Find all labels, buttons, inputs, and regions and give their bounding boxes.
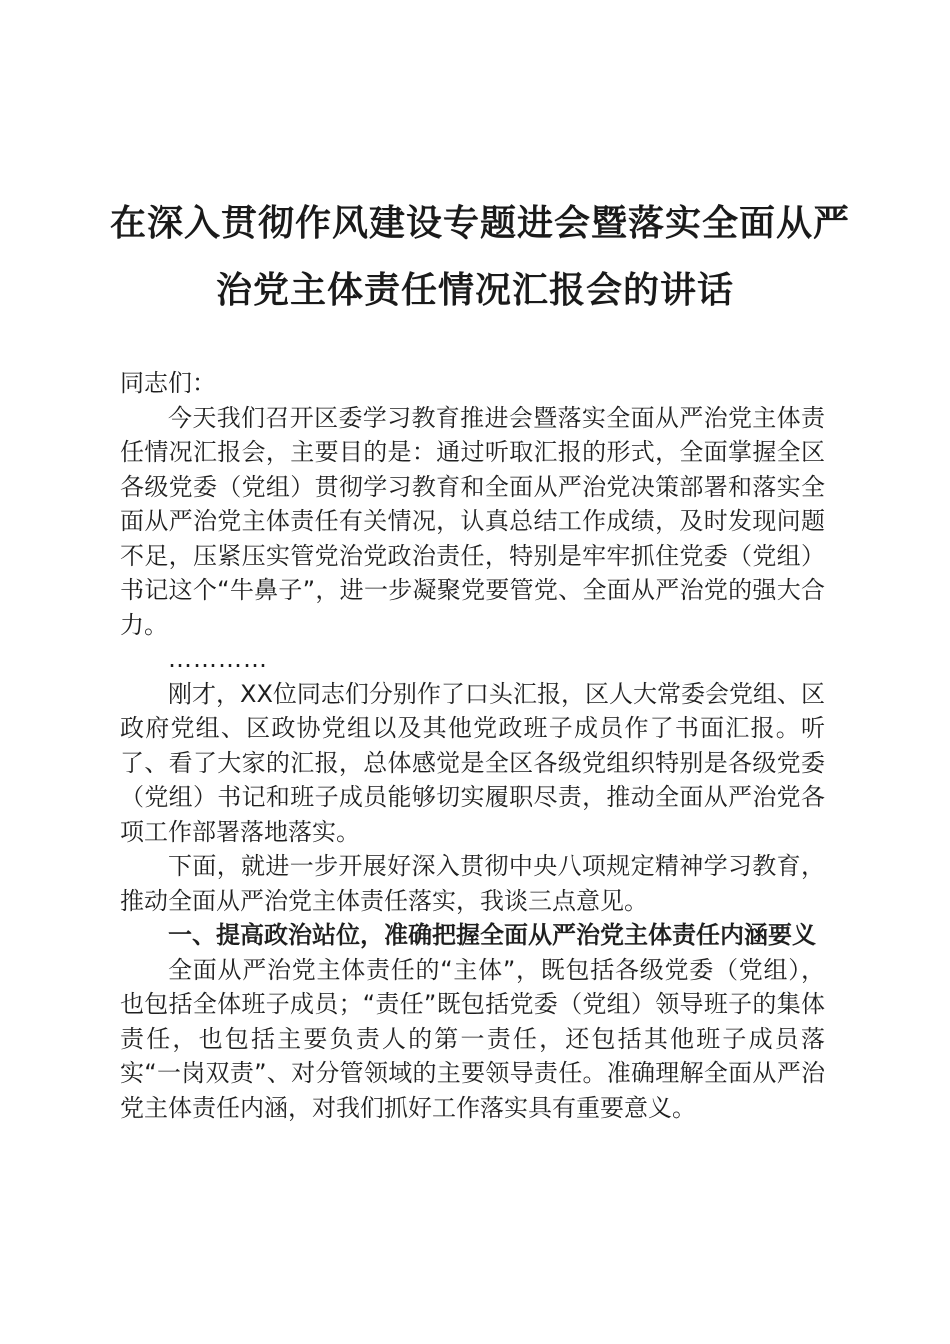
paragraph-reports: 刚才，XX位同志们分别作了口头汇报，区人大常委会党组、区政府党组、区政协党组以及其他党政班子成员作了书面汇报。听了、看了大家的汇报，总体感觉是全区各级党组织特别是各级党委（党组）书记和班子成员能够切实履职尽责，推动全面从严治党各项工作部署落地落实。 <box>120 679 825 846</box>
paragraph-section-1: 全面从严治党主体责任的“主体”，既包括各级党委（党组），也包括全体班子成员；“责任”既包括党委（党组）领导班子的集体责任，也包括主要负责人的第一责任，还包括其他班子成员落实“一岗双责”、对分管领域的主要领导责任。准确理解全面从严治党主体责任内涵，对我们抓好工作落实具有重要意义。 <box>120 955 825 1122</box>
paragraph-opinions: 下面，就进一步开展好深入贯彻中央八项规定精神学习教育，推动全面从严治党主体责任落实，我谈三点意见。 <box>120 852 825 915</box>
document-title-line-1: 在深入贯彻作风建设专题进会暨落实全面从严 <box>110 202 851 244</box>
section-heading-1: 一、提高政治站位，准确把握全面从严治党主体责任内涵要义 <box>168 921 816 949</box>
document-body <box>120 366 825 1125</box>
paragraph-intro: 今天我们召开区委学习教育推进会暨落实全面从严治党主体责任情况汇报会，主要目的是：通过听取汇报的形式，全面掌握全区各级党委（党组）贯彻学习教育和全面从严治党决策部署和落实全面从严治党主体责任有关情况，认真总结工作成绩，及时发现问题不足，压紧压实管党治党政治责任，特别是牢牢抓住党委（党组）书记这个“牛鼻子”，进一步凝聚党要管党、全面从严治党的强大合力。 <box>120 403 825 639</box>
ellipsis-separator: ………… <box>168 645 268 673</box>
document-title-line-2: 治党主体责任情况汇报会的讲话 <box>215 269 734 311</box>
salutation: 同志们： <box>120 369 216 397</box>
